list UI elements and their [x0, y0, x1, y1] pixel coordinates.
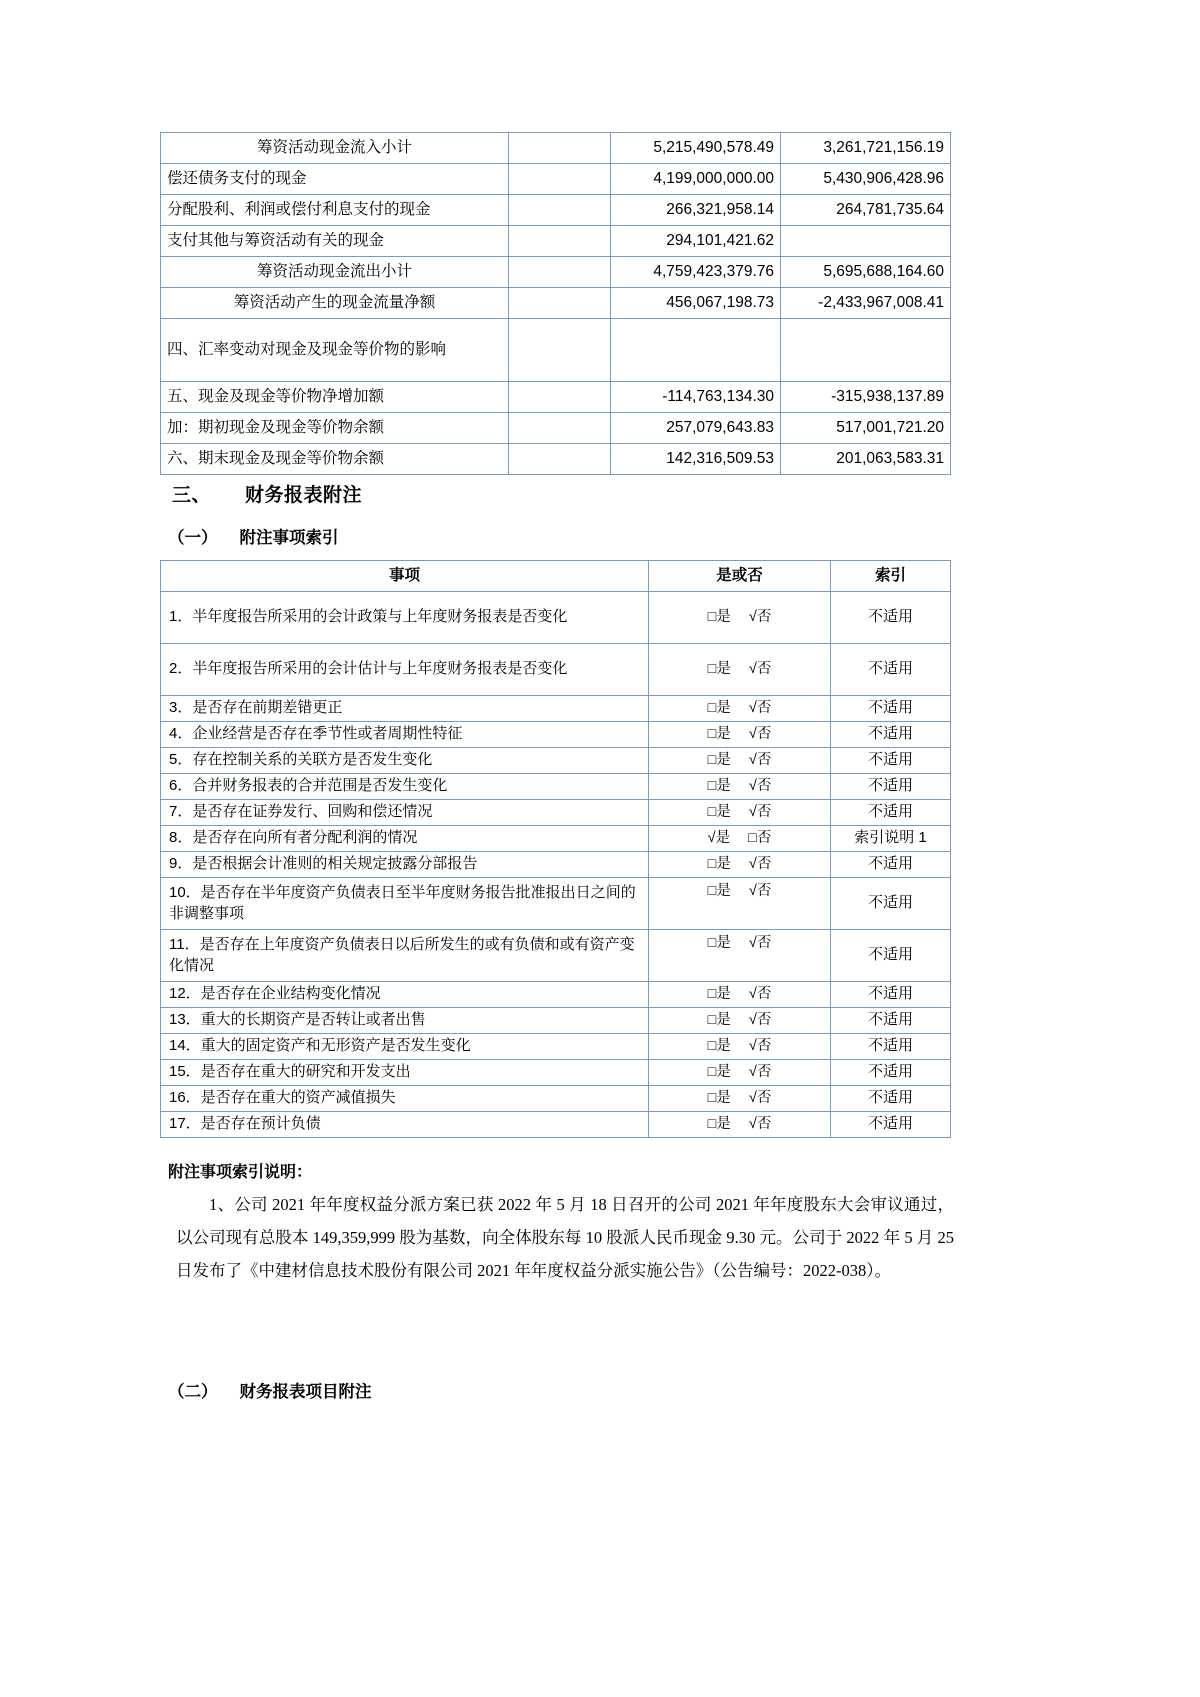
index-item-yesno[interactable]	[649, 696, 831, 722]
index-item-text: 3．是否存在前期差错更正	[161, 696, 649, 722]
index-item-ref: 不适用	[831, 774, 951, 800]
cf-value-current: 5,215,490,578.49	[611, 133, 781, 164]
table-row	[161, 852, 951, 878]
index-item-yesno[interactable]	[649, 1034, 831, 1060]
cf-value-current: 266,321,958.14	[611, 195, 781, 226]
index-item-ref: 不适用	[831, 1060, 951, 1086]
section-heading-number: 三、	[172, 485, 212, 506]
notes-body: 1、公司 2021 年年度权益分派方案已获 2022 年 5 月 18 日召开的公司 2021 年年度股东大会审议通过，以公司现有总股本 149,359,999 股为基数，向全体股东每 10 股派人民币现金 9.30 元。公司于 2022 年 5 月 25 日发布了《中建材信息技术股份有限公司 2021 年年度权益分派实施公告》（公告编号：2022-038）。	[176, 1195, 955, 1280]
cf-note	[509, 164, 611, 195]
subsection-items-number: （二）	[168, 1383, 218, 1401]
table-header-row	[161, 561, 951, 592]
checkbox-yes[interactable]: □是	[707, 1037, 731, 1054]
cf-note	[509, 382, 611, 413]
cf-label: 筹资活动现金流出小计	[161, 257, 509, 288]
checkbox-yes[interactable]: □是	[707, 855, 731, 872]
cf-label: 筹资活动产生的现金流量净额	[161, 288, 509, 319]
index-item-yesno[interactable]	[649, 1060, 831, 1086]
checkbox-yes[interactable]: □是	[707, 725, 731, 742]
checkbox-no[interactable]: √否	[748, 660, 772, 677]
cf-label: 偿还债务支付的现金	[161, 164, 509, 195]
index-table-wrapper	[160, 560, 950, 1138]
cf-value-prior	[781, 226, 951, 257]
checkbox-yes[interactable]: □是	[707, 803, 731, 820]
index-item-yesno[interactable]	[649, 644, 831, 696]
checkbox-yes[interactable]: □是	[707, 777, 731, 794]
table-row	[161, 226, 951, 257]
index-item-text: 7．是否存在证券发行、回购和偿还情况	[161, 800, 649, 826]
index-item-text: 9．是否根据会计准则的相关规定披露分部报告	[161, 852, 649, 878]
table-row	[161, 164, 951, 195]
index-item-text: 8．是否存在向所有者分配利润的情况	[161, 826, 649, 852]
table-row	[161, 826, 951, 852]
checkbox-no[interactable]: √否	[748, 1037, 772, 1054]
table-row	[161, 1112, 951, 1138]
table-row	[161, 288, 951, 319]
index-item-text: 12．是否存在企业结构变化情况	[161, 982, 649, 1008]
cf-value-prior: 5,430,906,428.96	[781, 164, 951, 195]
cf-note	[509, 195, 611, 226]
cash-flow-table	[160, 132, 951, 475]
index-item-ref: 不适用	[831, 878, 951, 930]
checkbox-no[interactable]: √否	[748, 751, 772, 768]
index-item-yesno[interactable]	[649, 1112, 831, 1138]
index-item-ref: 不适用	[831, 696, 951, 722]
header-yesno: 是或否	[649, 561, 831, 592]
table-row	[161, 696, 951, 722]
cf-label: 支付其他与筹资活动有关的现金	[161, 226, 509, 257]
index-item-text: 14．重大的固定资产和无形资产是否发生变化	[161, 1034, 649, 1060]
index-item-ref: 不适用	[831, 1086, 951, 1112]
index-item-ref: 不适用	[831, 982, 951, 1008]
index-item-text: 15．是否存在重大的研究和开发支出	[161, 1060, 649, 1086]
section-heading	[172, 480, 362, 507]
index-item-text: 17．是否存在预计负债	[161, 1112, 649, 1138]
subsection-index-number: （一）	[168, 529, 218, 547]
table-row	[161, 257, 951, 288]
checkbox-yes[interactable]: □是	[707, 1063, 731, 1080]
table-row	[161, 1008, 951, 1034]
checkbox-no[interactable]: √否	[748, 1089, 772, 1106]
cf-value-current: 456,067,198.73	[611, 288, 781, 319]
index-item-ref: 不适用	[831, 852, 951, 878]
subsection-heading-index	[168, 524, 339, 548]
table-row	[161, 1034, 951, 1060]
checkbox-yes[interactable]: □是	[707, 660, 731, 677]
table-row	[161, 444, 951, 475]
cf-value-current: 4,759,423,379.76	[611, 257, 781, 288]
checkbox-no[interactable]: √否	[748, 1063, 772, 1080]
checkbox-no[interactable]: √否	[748, 985, 772, 1002]
cf-note	[509, 133, 611, 164]
index-item-ref: 索引说明 1	[831, 826, 951, 852]
index-item-yesno[interactable]	[649, 930, 831, 982]
table-row	[161, 748, 951, 774]
index-item-yesno[interactable]	[649, 592, 831, 644]
checkbox-yes[interactable]: √是	[707, 829, 731, 846]
index-item-ref: 不适用	[831, 1112, 951, 1138]
cf-value-current	[611, 319, 781, 382]
table-row	[161, 195, 951, 226]
table-row	[161, 133, 951, 164]
table-row	[161, 722, 951, 748]
cf-value-prior: 264,781,735.64	[781, 195, 951, 226]
cash-flow-table-wrapper	[160, 132, 950, 475]
index-item-text: 1．半年度报告所采用的会计政策与上年度财务报表是否变化	[161, 592, 649, 644]
header-item: 事项	[161, 561, 649, 592]
table-row	[161, 774, 951, 800]
table-row	[161, 800, 951, 826]
cf-value-prior: 517,001,721.20	[781, 413, 951, 444]
table-row	[161, 319, 951, 382]
table-row	[161, 413, 951, 444]
checkbox-yes[interactable]: □是	[707, 985, 731, 1002]
checkbox-yes[interactable]: □是	[707, 699, 731, 716]
cf-value-prior: 5,695,688,164.60	[781, 257, 951, 288]
table-row	[161, 982, 951, 1008]
checkbox-no[interactable]: √否	[748, 1011, 772, 1028]
cf-value-current: 257,079,643.83	[611, 413, 781, 444]
index-item-text: 13．重大的长期资产是否转让或者出售	[161, 1008, 649, 1034]
checkbox-no[interactable]: √否	[748, 699, 772, 716]
index-item-ref: 不适用	[831, 930, 951, 982]
index-item-yesno[interactable]	[649, 748, 831, 774]
table-row	[161, 644, 951, 696]
checkbox-yes[interactable]: □是	[707, 608, 731, 625]
cf-label: 五、现金及现金等价物净增加额	[161, 382, 509, 413]
index-item-yesno[interactable]	[649, 982, 831, 1008]
checkbox-no[interactable]: √否	[748, 725, 772, 742]
cf-note	[509, 444, 611, 475]
cf-label: 四、汇率变动对现金及现金等价物的影响	[161, 319, 509, 382]
checkbox-no[interactable]: √否	[748, 803, 772, 820]
checkbox-no[interactable]: √否	[748, 1115, 772, 1132]
index-item-ref: 不适用	[831, 592, 951, 644]
section-heading-title: 财务报表附注	[245, 485, 363, 506]
index-item-yesno[interactable]	[649, 826, 831, 852]
index-item-yesno[interactable]	[649, 774, 831, 800]
table-row	[161, 930, 951, 982]
cf-value-prior: 3,261,721,156.19	[781, 133, 951, 164]
checkbox-yes[interactable]: □是	[707, 1011, 731, 1028]
checkbox-yes[interactable]: □是	[707, 1115, 731, 1132]
table-row	[161, 878, 951, 930]
index-item-text: 5．存在控制关系的关联方是否发生变化	[161, 748, 649, 774]
checkbox-yes[interactable]: □是	[707, 1089, 731, 1106]
index-table	[160, 560, 951, 1138]
cf-value-prior: -315,938,137.89	[781, 382, 951, 413]
checkbox-yes[interactable]: □是	[707, 751, 731, 768]
index-item-text: 11．是否存在上年度资产负债表日以后所发生的或有负债和或有资产变化情况	[161, 930, 649, 982]
index-item-text: 6．合并财务报表的合并范围是否发生变化	[161, 774, 649, 800]
checkbox-no[interactable]: √否	[748, 855, 772, 872]
index-item-ref: 不适用	[831, 800, 951, 826]
index-item-text: 10．是否存在半年度资产负债表日至半年度财务报告批准报出日之间的非调整事项	[161, 878, 649, 930]
index-item-yesno[interactable]	[649, 852, 831, 878]
cf-value-current: -114,763,134.30	[611, 382, 781, 413]
cf-note	[509, 319, 611, 382]
checkbox-yes[interactable]: □是	[707, 883, 731, 899]
table-row	[161, 592, 951, 644]
index-item-yesno[interactable]	[649, 878, 831, 930]
checkbox-no[interactable]: □否	[748, 829, 772, 846]
index-item-text: 4．企业经营是否存在季节性或者周期性特征	[161, 722, 649, 748]
cf-value-prior: -2,433,967,008.41	[781, 288, 951, 319]
index-item-yesno[interactable]	[649, 1086, 831, 1112]
cf-value-current: 4,199,000,000.00	[611, 164, 781, 195]
checkbox-no[interactable]: √否	[748, 777, 772, 794]
index-item-text: 16．是否存在重大的资产减值损失	[161, 1086, 649, 1112]
cf-note	[509, 413, 611, 444]
cf-value-current: 142,316,509.53	[611, 444, 781, 475]
subsection-heading-items	[168, 1378, 372, 1402]
cf-value-prior	[781, 319, 951, 382]
header-ref: 索引	[831, 561, 951, 592]
cf-label: 六、期末现金及现金等价物余额	[161, 444, 509, 475]
checkbox-yes[interactable]: □是	[707, 935, 731, 951]
index-item-ref: 不适用	[831, 722, 951, 748]
subsection-items-title: 财务报表项目附注	[239, 1383, 372, 1401]
index-item-yesno[interactable]	[649, 722, 831, 748]
checkbox-no[interactable]: √否	[748, 883, 772, 899]
cf-value-current: 294,101,421.62	[611, 226, 781, 257]
cf-note	[509, 226, 611, 257]
checkbox-no[interactable]: √否	[748, 608, 772, 625]
index-item-ref: 不适用	[831, 1008, 951, 1034]
cf-label: 分配股利、利润或偿付利息支付的现金	[161, 195, 509, 226]
cf-note	[509, 257, 611, 288]
notes-title: 附注事项索引说明：	[168, 1164, 313, 1181]
table-row	[161, 1060, 951, 1086]
index-item-ref: 不适用	[831, 748, 951, 774]
index-item-yesno[interactable]	[649, 800, 831, 826]
subsection-index-title: 附注事项索引	[239, 529, 339, 547]
cf-label: 加：期初现金及现金等价物余额	[161, 413, 509, 444]
index-item-yesno[interactable]	[649, 1008, 831, 1034]
checkbox-no[interactable]: √否	[748, 935, 772, 951]
cf-value-prior: 201,063,583.31	[781, 444, 951, 475]
cf-note	[509, 288, 611, 319]
table-row	[161, 382, 951, 413]
index-item-text: 2．半年度报告所采用的会计估计与上年度财务报表是否变化	[161, 644, 649, 696]
cf-label: 筹资活动现金流入小计	[161, 133, 509, 164]
table-row	[161, 1086, 951, 1112]
index-item-ref: 不适用	[831, 644, 951, 696]
index-item-ref: 不适用	[831, 1034, 951, 1060]
